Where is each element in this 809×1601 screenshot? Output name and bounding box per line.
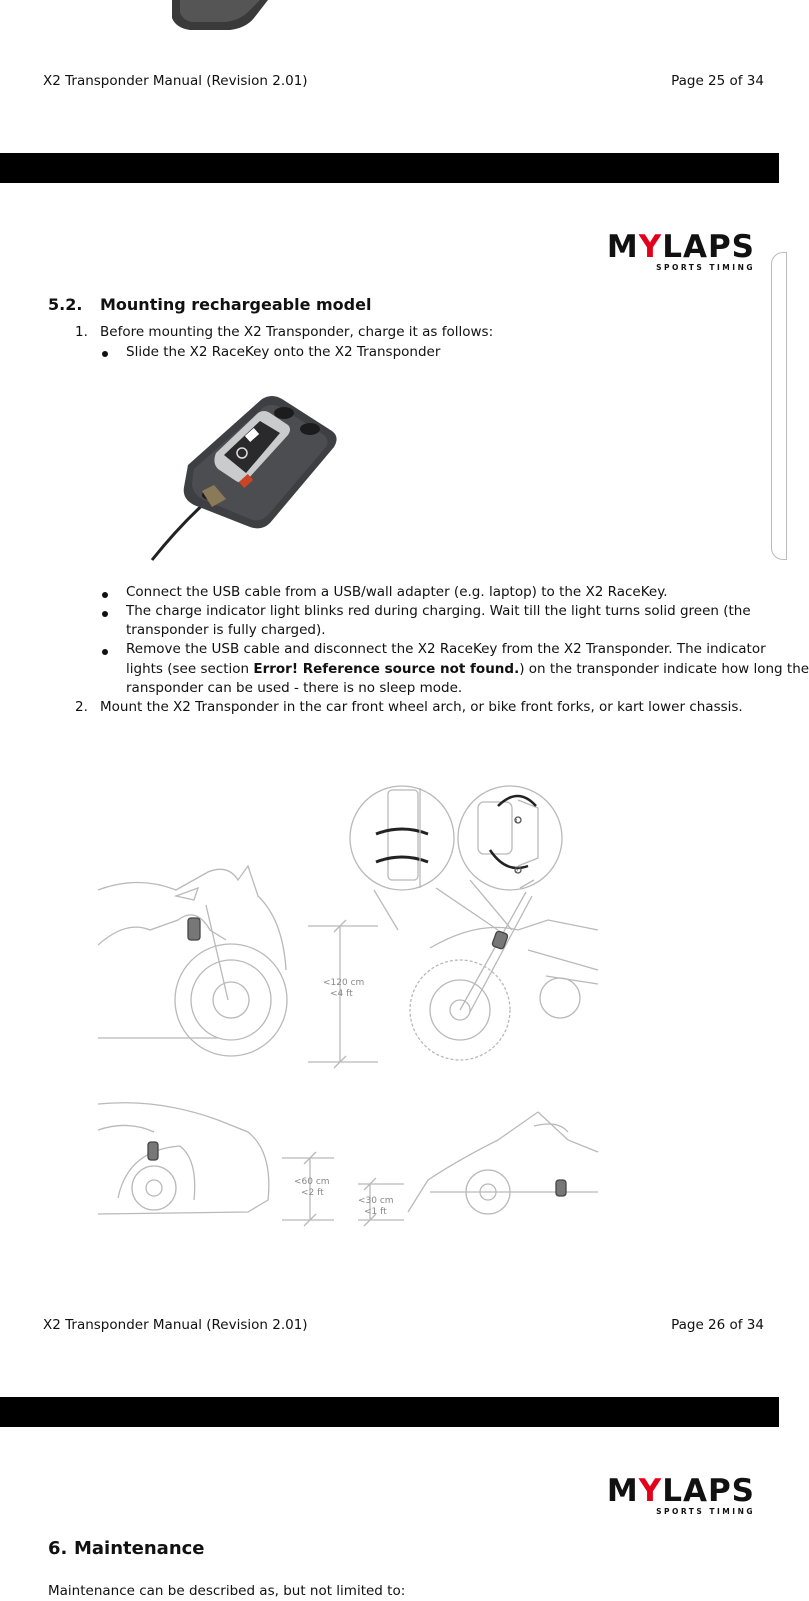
bullet-text-with-reference: lights (see section Error! Reference source not found.) on the transponder indicate how long the bbox=[126, 661, 809, 677]
mylaps-logo: MYLAPS SPORTS TIMING bbox=[606, 1473, 755, 1516]
callout-2: 2 bbox=[515, 869, 519, 875]
page-footer-title: X2 Transponder Manual (Revision 2.01) bbox=[43, 1317, 308, 1333]
page-footer-title: X2 Transponder Manual (Revision 2.01) bbox=[43, 73, 308, 89]
bullet-text: Connect the USB cable from a USB/wall adapter (e.g. laptop) to the X2 RaceKey. bbox=[126, 584, 668, 600]
step-number: 2. bbox=[75, 699, 88, 715]
section-title: Maintenance bbox=[74, 1538, 205, 1559]
bullet-dot bbox=[102, 649, 108, 655]
bullet-text: ransponder can be used - there is no sleep mode. bbox=[126, 680, 463, 696]
mounting-diagram bbox=[98, 780, 608, 1260]
road-bike-wheel bbox=[175, 944, 287, 1056]
maintenance-intro: Maintenance can be described as, but not limited to: bbox=[48, 1583, 406, 1599]
detail-circle-fork bbox=[350, 786, 454, 890]
scroll-edge bbox=[771, 252, 787, 560]
bullet-text: Remove the USB cable and disconnect the X2 RaceKey from the X2 Transponder. The indicator bbox=[126, 641, 766, 657]
reference-error: Error! Reference source not found. bbox=[253, 661, 520, 677]
bullet-text: The charge indicator light blinks red during charging. Wait till the light turns solid green (the bbox=[126, 603, 751, 619]
page-number: Page 26 of 34 bbox=[671, 1317, 764, 1333]
dim-60cm: <60 cm bbox=[294, 1177, 330, 1187]
detail-circle-clip bbox=[458, 786, 562, 890]
dim-1ft: <1 ft bbox=[364, 1207, 387, 1217]
dim-2ft: <2 ft bbox=[301, 1188, 324, 1198]
section-title: Mounting rechargeable model bbox=[100, 295, 372, 314]
page-separator bbox=[0, 153, 779, 183]
transponder-photo bbox=[150, 395, 340, 565]
previous-page-image-fragment bbox=[150, 0, 290, 32]
page-number: Page 25 of 34 bbox=[671, 73, 764, 89]
step-text: Before mounting the X2 Transponder, charge it as follows: bbox=[100, 324, 494, 340]
step-text: Mount the X2 Transponder in the car front wheel arch, or bike front forks, or kart lower chassis. bbox=[100, 699, 743, 715]
bullet-dot bbox=[102, 351, 108, 357]
dim-4ft: <4 ft bbox=[330, 989, 353, 999]
bullet-text: Slide the X2 RaceKey onto the X2 Transponder bbox=[126, 344, 441, 360]
car-wheel bbox=[132, 1166, 176, 1210]
bullet-dot bbox=[102, 611, 108, 617]
dim-30cm: <30 cm bbox=[358, 1196, 394, 1206]
bullet-text: transponder is fully charged). bbox=[126, 622, 326, 638]
section-number: 6. bbox=[48, 1538, 68, 1559]
dim-120cm: <120 cm bbox=[323, 978, 365, 988]
step-number: 1. bbox=[75, 324, 88, 340]
callout-1: 1 bbox=[515, 819, 519, 825]
mylaps-logo: MYLAPS SPORTS TIMING bbox=[606, 229, 755, 272]
page-separator bbox=[0, 1397, 779, 1427]
section-number: 5.2. bbox=[48, 295, 83, 314]
bullet-dot bbox=[102, 592, 108, 598]
